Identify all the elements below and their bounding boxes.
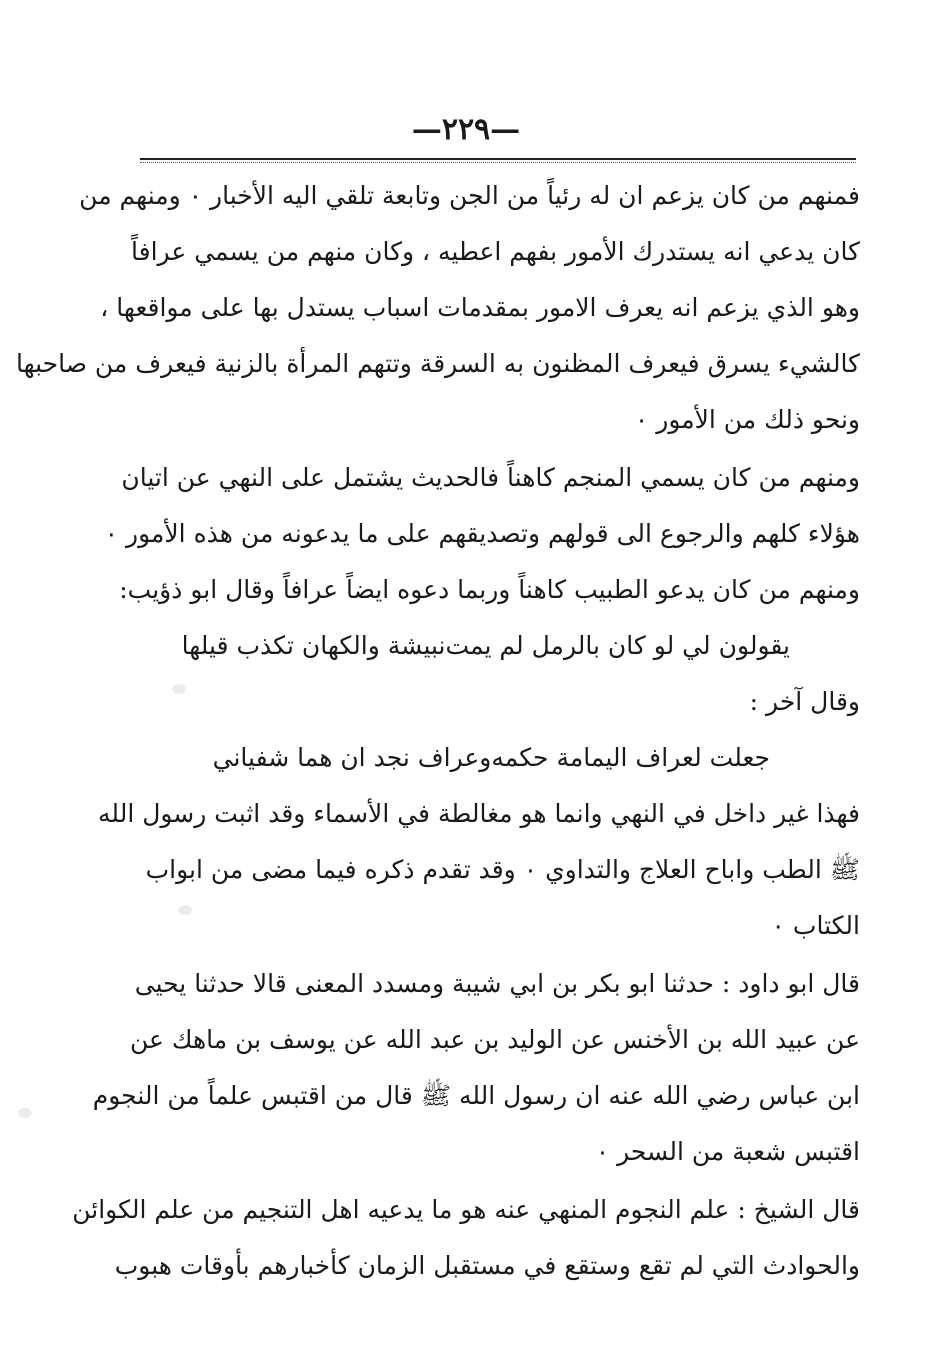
text-line: ونحو ذلك من الأمور ٠ <box>634 405 860 434</box>
text-line: والحوادث التي لم تقع وستقع في مستقبل الزمان كأخبارهم بأوقات هبوب <box>114 1251 860 1280</box>
poem-verse <box>212 730 770 786</box>
text-line: عن عبيد الله بن الأخنس عن الوليد بن عبد الله عن يوسف بن ماهك عن <box>129 1025 860 1054</box>
body-text <box>15 168 860 1294</box>
text-line: كان يدعي انه يستدرك الأمور بفهم اعطيه ، وكان منهم من يسمي عرافاً <box>131 237 860 266</box>
poem-verse <box>181 618 790 674</box>
text-line: كالشيء يسرق فيعرف المظنون به السرقة وتتهم المرأة بالزنية فيعرف من صاحبها <box>15 349 860 378</box>
text-line: فهذا غير داخل في النهي وانما هو مغالطة في الأسماء وقد اثبت رسول الله <box>98 799 860 828</box>
text-line: هؤلاء كلهم والرجوع الى قولهم وتصديقهم على ما يدعونه من هذه الأمور ٠ <box>104 519 860 548</box>
text-line: ﷺ الطب واباح العلاج والتداوي ٠ وقد تقدم ذكره فيما مضى من ابواب <box>145 855 860 884</box>
paper-smudge <box>178 905 192 915</box>
verse-second-hemistich: نبيشة والكهان تكذب قيلها <box>181 631 446 660</box>
page-number: —٢٢٩— <box>411 112 521 147</box>
header-rule-dotted <box>140 162 856 163</box>
text-line: الكتاب ٠ <box>771 911 860 940</box>
text-line: وهو الذي يزعم انه يعرف الامور بمقدمات اسباب يستدل بها على مواقعها ، <box>100 293 860 322</box>
verse-first-hemistich: جعلت لعراف اليمامة حكمه <box>491 743 770 772</box>
text-line: ابن عباس رضي الله عنه ان رسول الله ﷺ قال من اقتبس علماً من النجوم <box>92 1081 860 1110</box>
header-rule <box>140 158 856 160</box>
verse-first-hemistich: يقولون لي لو كان بالرمل لم يمت <box>445 631 790 660</box>
text-line: قال ابو داود : حدثنا ابو بكر بن ابي شيبة ومسدد المعنى قالا حدثنا يحيى <box>134 969 860 998</box>
text-line: اقتبس شعبة من السحر ٠ <box>595 1137 860 1166</box>
text-line: فمنهم من كان يزعم ان له رئياً من الجن وتابعة تلقي اليه الأخبار ٠ ومنهم من <box>79 181 860 210</box>
text-line: قال الشيخ : علم النجوم المنهي عنه هو ما يدعيه اهل التنجيم من علم الكوائن <box>72 1195 860 1224</box>
paper-smudge <box>172 684 186 694</box>
verse-second-hemistich: وعراف نجد ان هما شفياني <box>212 743 492 772</box>
text-line: ومنهم من كان يسمي المنجم كاهناً فالحديث يشتمل على النهي عن اتيان <box>121 463 860 492</box>
paper-smudge <box>18 1108 32 1118</box>
text-line: وقال آخر : <box>749 687 860 716</box>
text-line: ومنهم من كان يدعو الطبيب كاهناً وربما دعوه ايضاً عرافاً وقال ابو ذؤيب: <box>119 575 860 604</box>
